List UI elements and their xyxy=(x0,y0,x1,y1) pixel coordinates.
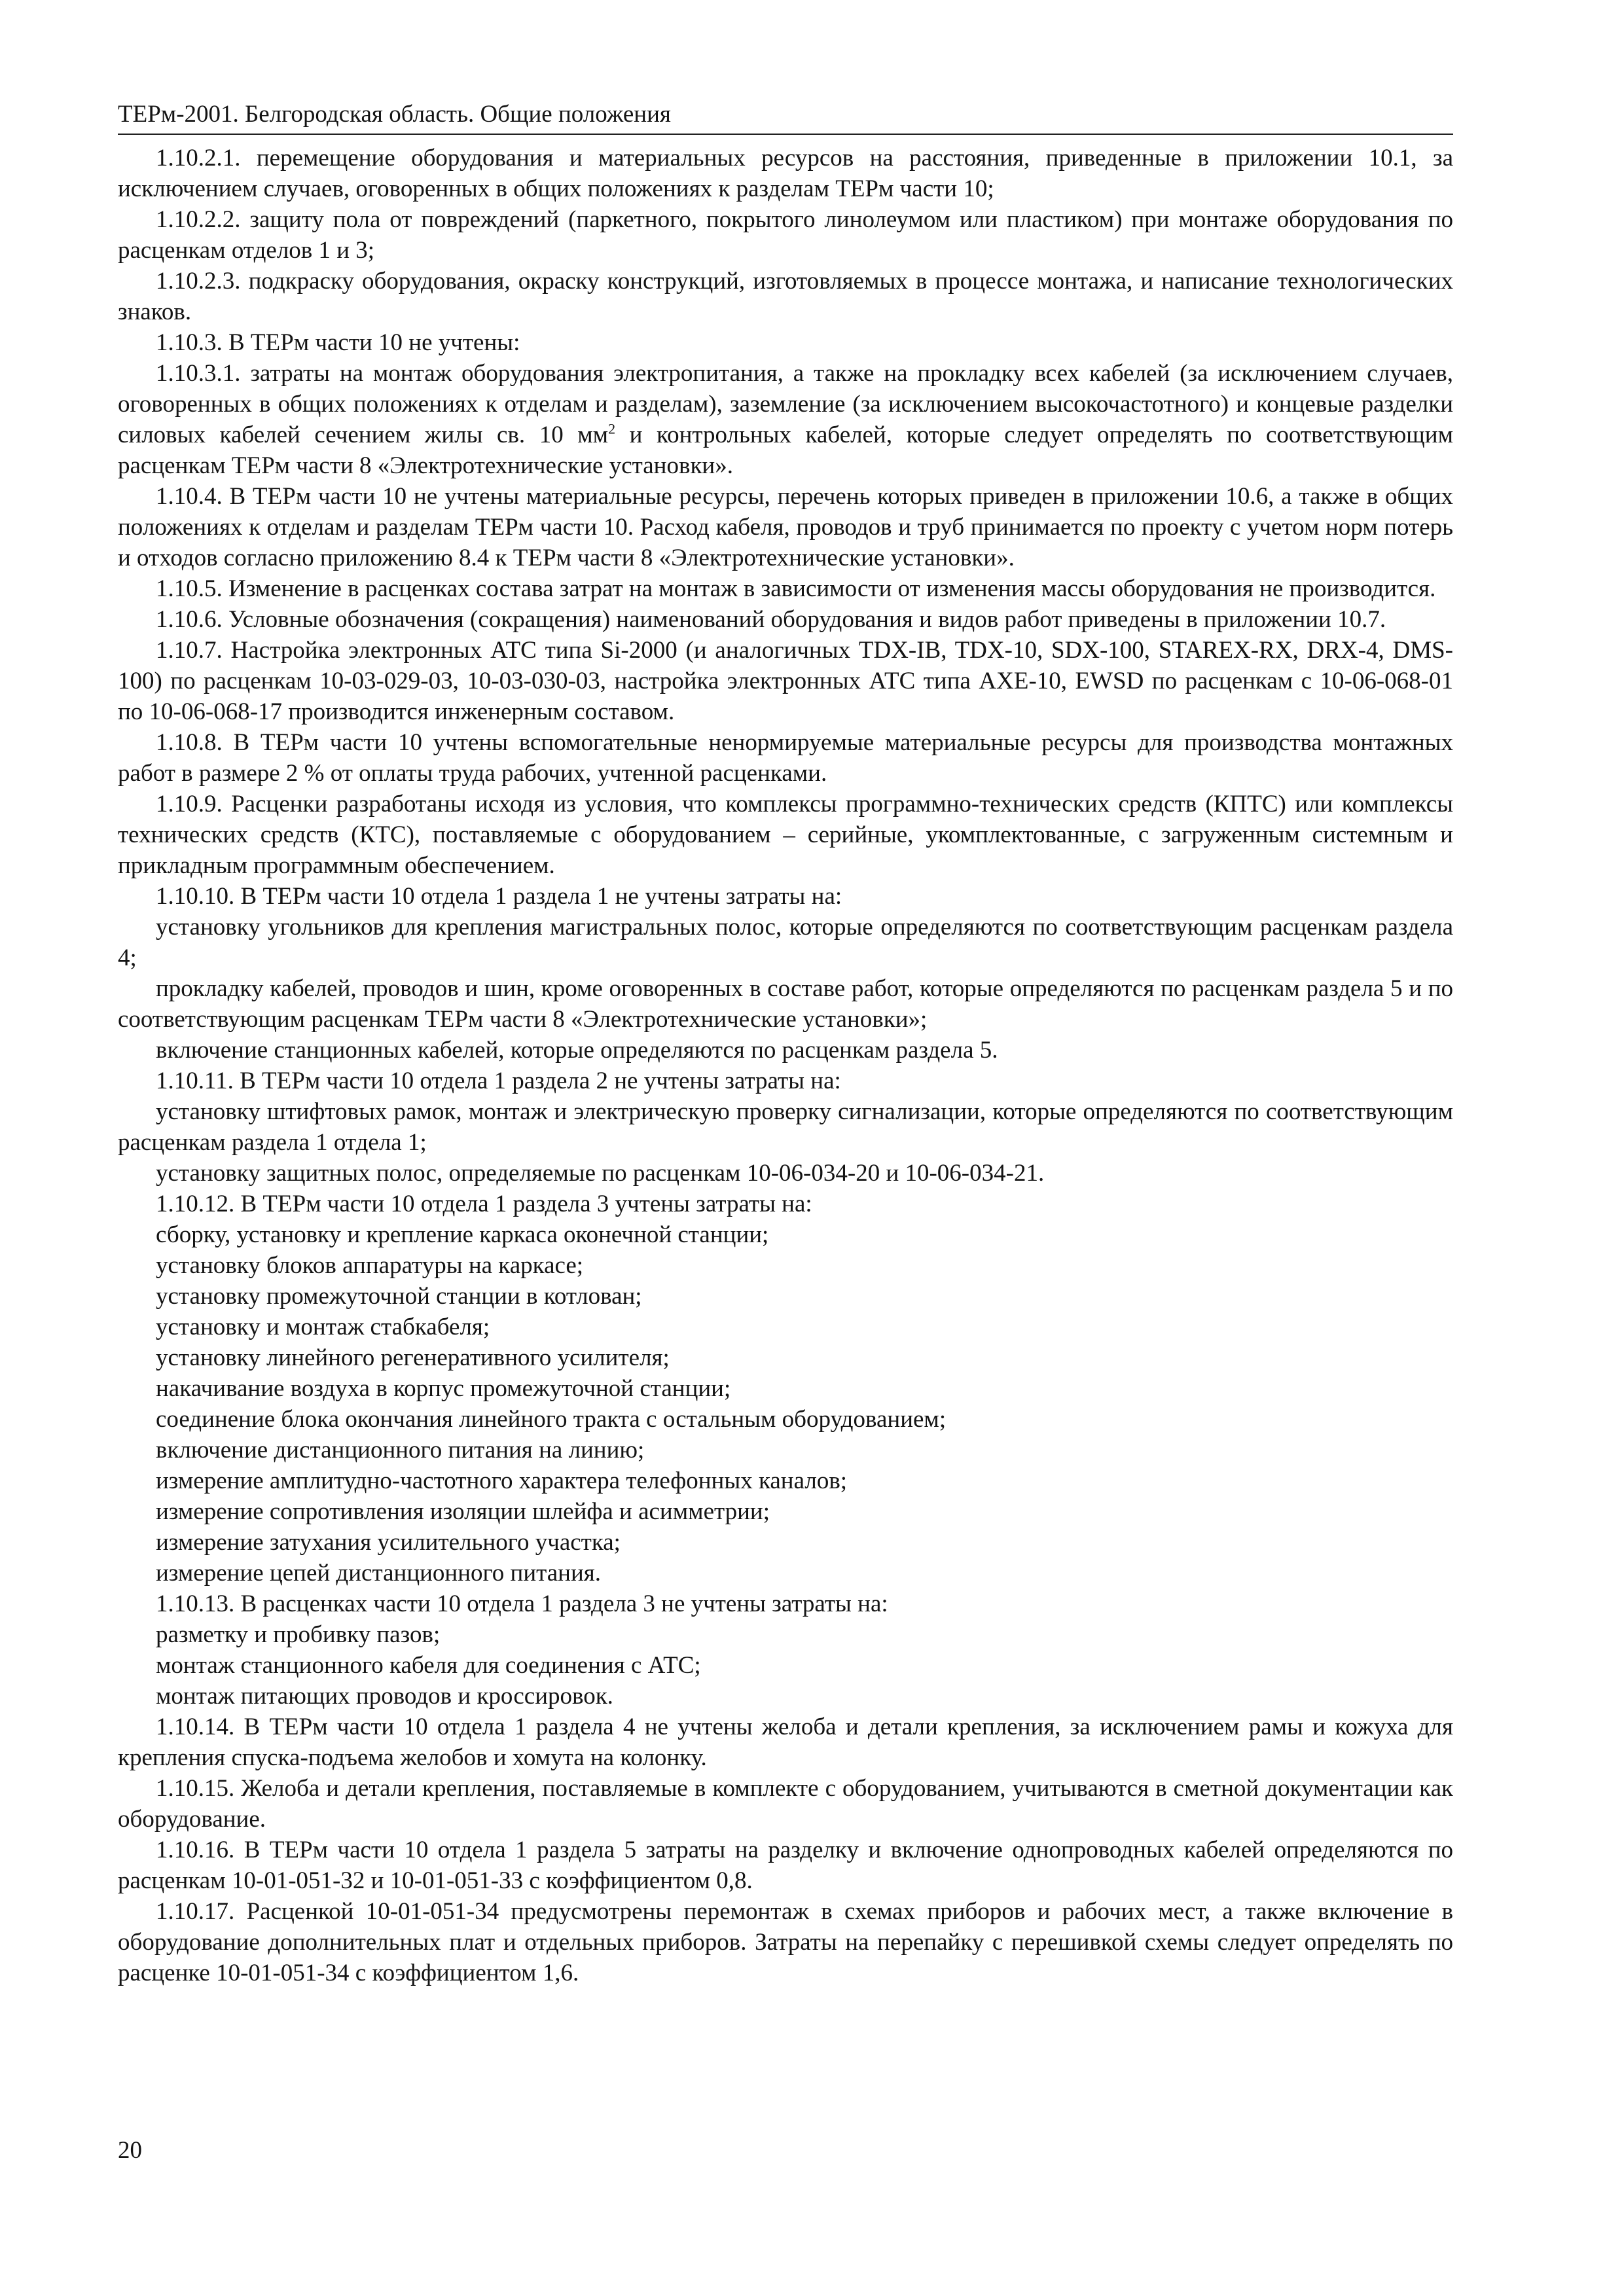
superscript: 2 xyxy=(608,420,616,437)
paragraph: 1.10.5. Изменение в расценках состава затрат на монтаж в зависимости от изменения массы оборудования не производится. xyxy=(156,575,1436,602)
list-item: прокладку кабелей, проводов и шин, кроме оговоренных в составе работ, которые определяются по расценкам раздела 5 и по соответствующим расценкам ТЕРм части 8 «Электротехнические установки»; xyxy=(118,975,1453,1033)
paragraph: 1.10.10. В ТЕРм части 10 отдела 1 раздела 1 не учтены затраты на: xyxy=(156,883,842,910)
list-item: сборку, установку и крепление каркаса оконечной станции; xyxy=(156,1221,769,1248)
list-item: включение дистанционного питания на линию; xyxy=(156,1437,645,1463)
list-item: установку защитных полос, определяемые по расценкам 10-06-034-20 и 10-06-034-21. xyxy=(156,1160,1045,1187)
list-item: измерение цепей дистанционного питания. xyxy=(156,1560,602,1587)
paragraph: 1.10.14. В ТЕРм части 10 отдела 1 раздела 4 не учтены желоба и детали крепления, за исключением рамы и кожуха для крепления спуска-подъема желобов и хомута на колонку. xyxy=(118,1713,1453,1771)
paragraph: 1.10.7. Настройка электронных АТС типа Si-2000 (и аналогичных TDX-IB, TDX-10, SDX-100, STAREX-RX, DRX-4, DMS-100) по расценкам 10-03-029-03, 10-03-030-03, настройка электронных АТС типа AXE-10, EWSD по расценкам с 10-06-068-01 по 10-06-068-17 производится инженерным составом. xyxy=(118,637,1453,725)
paragraph: 1.10.3. В ТЕРм части 10 не учтены: xyxy=(156,329,520,356)
list-item: установку блоков аппаратуры на каркасе; xyxy=(156,1252,584,1279)
paragraph: 1.10.2.2. защиту пола от повреждений (паркетного, покрытого линолеумом или пластиком) при монтаже оборудования по расценкам отделов 1 и 3; xyxy=(118,206,1453,264)
list-item: установку линейного регенеративного усилителя; xyxy=(156,1344,670,1371)
list-item: соединение блока окончания линейного тракта с остальным оборудованием; xyxy=(156,1406,947,1433)
list-item: измерение амплитудно-частотного характера телефонных каналов; xyxy=(156,1467,848,1494)
paragraph: 1.10.12. В ТЕРм части 10 отдела 1 раздела 3 учтены затраты на: xyxy=(156,1191,812,1217)
paragraph-text: 1.10.3.1. затраты на монтаж оборудования электропитания, а также на прокладку всех кабелей (за исключением случаев, оговоренных в общих положениях к отделам и разделам), заземление (за исключением высокочастотного) и концевые разделки силовых кабелей сечением жилы св. 10 мм xyxy=(118,360,1453,448)
paragraph: 1.10.13. В расценках части 10 отдела 1 раздела 3 не учтены затраты на: xyxy=(156,1590,888,1617)
document-body xyxy=(118,143,1453,1988)
paragraph: 1.10.2.3. подкраску оборудования, окраску конструкций, изготовляемых в процессе монтажа, и написание технологических знаков. xyxy=(118,268,1453,325)
paragraph: 1.10.2.1. перемещение оборудования и материальных ресурсов на расстояния, приведенные в приложении 10.1, за исключением случаев, оговоренных в общих положениях к разделам ТЕРм части 10; xyxy=(118,145,1453,202)
paragraph: 1.10.4. В ТЕРм части 10 не учтены материальные ресурсы, перечень которых приведен в приложении 10.6, а также в общих положениях к отделам и разделам ТЕРм части 10. Расход кабеля, проводов и труб принимается по проекту с учетом норм потерь и отходов согласно приложению 8.4 к ТЕРм части 8 «Электротехнические установки». xyxy=(118,483,1453,571)
list-item: установку угольников для крепления магистральных полос, которые определяются по соответствующим расценкам раздела 4; xyxy=(118,914,1453,971)
list-item: измерение сопротивления изоляции шлейфа и асимметрии; xyxy=(156,1498,770,1525)
list-item: монтаж питающих проводов и кроссировок. xyxy=(156,1683,613,1710)
paragraph-text: и контрольных кабелей, которые следует определять по соответствующим расценкам ТЕРм части 8 «Электротехнические установки». xyxy=(118,422,1454,479)
document-page xyxy=(118,98,1453,1988)
running-header: ТЕРм-2001. Белгородская область. Общие положения xyxy=(118,98,1453,135)
paragraph: 1.10.11. В ТЕРм части 10 отдела 1 раздела 2 не учтены затраты на: xyxy=(156,1067,841,1094)
list-item: разметку и пробивку пазов; xyxy=(156,1621,441,1648)
list-item: монтаж станционного кабеля для соединения с АТС; xyxy=(156,1652,701,1679)
list-item: накачивание воздуха в корпус промежуточной станции; xyxy=(156,1375,731,1402)
paragraph: 1.10.6. Условные обозначения (сокращения) наименований оборудования и видов работ приведены в приложении 10.7. xyxy=(156,606,1386,633)
paragraph: 1.10.16. В ТЕРм части 10 отдела 1 раздела 5 затраты на разделку и включение однопроводных кабелей определяются по расценкам 10-01-051-32 и 10-01-051-33 с коэффициентом 0,8. xyxy=(118,1837,1453,1894)
paragraph: 1.10.8. В ТЕРм части 10 учтены вспомогательные ненормируемые материальные ресурсы для производства монтажных работ в размере 2 % от оплаты труда рабочих, учтенной расценками. xyxy=(118,729,1453,787)
list-item: установку промежуточной станции в котлован; xyxy=(156,1283,642,1310)
list-item: измерение затухания усилительного участка; xyxy=(156,1529,621,1556)
page-number: 20 xyxy=(118,2137,142,2164)
list-item: включение станционных кабелей, которые определяются по расценкам раздела 5. xyxy=(156,1037,998,1064)
paragraph: 1.10.9. Расценки разработаны исходя из условия, что комплексы программно-технических средств (КПТС) или комплексы технических средств (КТС), поставляемые с оборудованием – серийные, укомплектованные, с загруженным системным и прикладным программным обеспечением. xyxy=(118,791,1453,879)
paragraph-with-superscript xyxy=(118,358,1453,481)
paragraph: 1.10.17. Расценкой 10-01-051-34 предусмотрены перемонтаж в схемах приборов и рабочих мест, а также включение в оборудование дополнительных плат и отдельных приборов. Затраты на перепайку с перешивкой схемы следует определять по расценке 10-01-051-34 с коэффициентом 1,6. xyxy=(118,1898,1453,1986)
list-item: установку штифтовых рамок, монтаж и электрическую проверку сигнализации, которые определяются по соответствующим расценкам раздела 1 отдела 1; xyxy=(118,1098,1453,1156)
paragraph: 1.10.15. Желоба и детали крепления, поставляемые в комплекте с оборудованием, учитываются в сметной документации как оборудование. xyxy=(118,1775,1453,1833)
list-item: установку и монтаж стабкабеля; xyxy=(156,1314,490,1340)
